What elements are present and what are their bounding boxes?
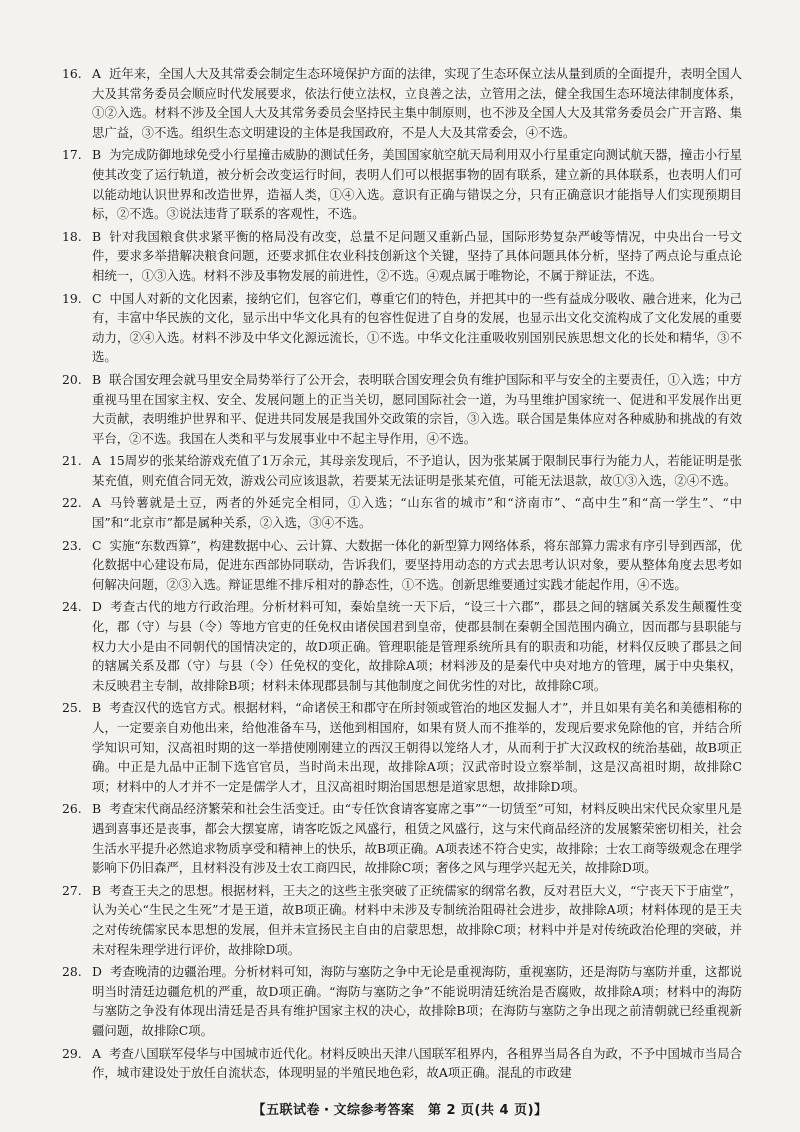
answer-item [62, 64, 742, 142]
page-footer: 【五联试卷・文综参考答案 第 2 页(共 4 页)】 [252, 1103, 548, 1118]
answer-item [62, 799, 742, 877]
answer-explanation: 考查晚清的边疆治理。分析材料可知，海防与塞防之争中无论是重视海防，重视塞防，还是海防与塞防并重，这都说明当时清廷边疆危机的严重，故D项正确。“海防与塞防之争”不能说明清廷统治是否腐败，故排除A项；材料中的海防与塞防之争没有体现出清廷是否具有维护国家主权的决心，故排除B项；在海防与塞防之争出现之前清朝就已经重视新疆问题，故排除C项。 [92, 964, 742, 1038]
question-number: 28. [62, 964, 82, 980]
answer-item [62, 698, 742, 796]
question-number: 19. [62, 290, 82, 306]
answer-key: B [92, 700, 102, 716]
answer-key: B [92, 882, 102, 898]
answer-explanation: 考查宋代商品经济繁荣和社会生活变迁。由“专任饮食请客宴席之事”“一切赁至”可知，材料反映出宋代民众家里凡是遇到喜事还是丧事，都会大摆宴席，请客吃饭之风盛行，租赁之风盛行，这与宋代商品经济的发展繁荣密切相关，社会生活水平提升必然追求物质享受和精神上的快乐，故B项正确。A项表述不符合史实，故排除；士农工商等级观念在理学影响下仍旧森严，且材料没有涉及士农工商四民，故排除C项；奢侈之风与理学兴起无关，故排除D项。 [92, 801, 742, 876]
question-number: 21. [62, 453, 82, 469]
answer-key: B [92, 801, 102, 817]
answer-item [62, 536, 742, 595]
question-number: 27. [62, 882, 82, 898]
answer-explanation: 中国人对新的文化因素，接纳它们，包容它们，尊重它们的特色，并把其中的一些有益成分吸收、融合进来，化为己有，丰富中华民族的文化，显示出中华文化具有的包容性促进了自身的发展，也显示出文化交流构成了文化发展的重要动力，②④入选。材料不涉及中华文化源远流长，①不选。中华文化注重吸收别国别民族思想文化的长处和精华，③不选。 [92, 290, 742, 365]
answer-key: B [92, 228, 102, 244]
answer-key: B [92, 147, 102, 163]
answer-explanation: 考查八国联军侵华与中国城市近代化。材料反映出天津八国联军租界内，各租界当局各自为政，不予中国城市当局合作，城市建设处于放任自流状态，体现明显的半殖民地色彩，故A项正确。混乱的市政建 [92, 1045, 742, 1081]
answer-key: C [92, 537, 102, 553]
answer-explanation: 马铃薯就是土豆，两者的外延完全相同，①入选；“山东省的城市”和“济南市”、“高中生”和“高一学生”、“中国”和“北京市”都是属种关系，②入选，③④不选。 [92, 495, 742, 531]
answer-key: C [92, 290, 102, 306]
answer-key: A [92, 495, 101, 511]
answer-explanation: 联合国安理会就马里安全局势举行了公开会，表明联合国安理会负有维护国际和平与安全的主要责任，①入选；中方重视马里在国家主权、安全、发展问题上的正当关切，愿同国际社会一道，为马里维护国家统一、促进和平发展作出更大贡献，表明维护世界和平、促进共同发展是我国外交政策的宗旨，③入选。联合国是集体应对各种威胁和挑战的有效平台，②不选。我国在人类和平与发展事业中不起主导作用，④不选。 [92, 371, 742, 446]
answer-key: A [92, 1045, 101, 1061]
answer-key: A [92, 453, 101, 469]
answer-explanation: 近年来，全国人大及其常委会制定生态环境保护方面的法律，实现了生态环保立法从量到质的全面提升，表明全国人大及其常务委员会顺应时代发展要求，依法行使立法权，立良善之法，立管用之法，健全我国生态环境法律制度体系，①②入选。材料不涉及全国人大及其常务委员会坚持民主集中制原则，也不涉及全国人大及其常务委员会广开言路、集思广益，③不选。组织生态文明建设的主体是我国政府，不是人大及其常委会，④不选。 [92, 66, 742, 140]
answer-key: D [92, 599, 102, 615]
question-number: 26. [62, 801, 82, 817]
question-number: 25. [62, 700, 82, 716]
question-number: 29. [62, 1045, 82, 1061]
answer-key: D [92, 964, 102, 980]
answer-item [62, 493, 742, 532]
answer-item [62, 451, 742, 490]
answer-list [62, 64, 742, 1083]
question-number: 23. [62, 537, 82, 553]
question-number: 24. [62, 599, 82, 615]
answer-explanation: 针对我国粮食供求紧平衡的格局没有改变，总量不足问题又重新凸显，国际形势复杂严峻等情况，中央出台一号文件，要求多举措解决粮食问题，还要求抓住农业科技创新这个关键，坚持了具体问题具体分析，坚持了两点论与重点论相统一，①③入选。材料不涉及事物发展的前进性，②不选。④观点属于唯物论，不属于辩证法，不选。 [92, 228, 742, 283]
answer-explanation: 考查古代的地方行政治理。分析材料可知，秦始皇统一天下后，“设三十六郡”，郡县之间的辖属关系发生颠覆性变化，郡（守）与县（令）等地方官吏的任免权由诸侯国君到皇帝，使郡县制在秦朝全国范围内确立，因而郡与县职能与权力大小是由不同朝代的国情决定的，故D项正确。管理职能是管理系统所具有的职责和功能，材料仅反映了郡县之间的辖属关系及郡（守）与县（令）任免权的变化，故排除A项；材料涉及的是秦代中央对地方的管理，属于中央集权，未反映君主专制，故排除B项；材料未体现郡县制与其他制度之间优劣性的对比，故排除C项。 [92, 599, 742, 693]
answer-item [62, 289, 742, 367]
question-number: 16. [62, 66, 82, 81]
answer-item [62, 227, 742, 286]
answer-item [62, 597, 742, 695]
answer-explanation: 15周岁的张某给游戏充值了1万余元，其母亲发现后，不予追认，因为张某属于限制民事行为能力人，若能证明是张某充值，则充值合同无效，游戏公司应该退款，若要某无法证明是张某充值，可能无法退款，故①③入选，②④不选。 [92, 453, 742, 488]
question-number: 22. [62, 495, 82, 511]
answer-explanation: 为完成防御地球免受小行星撞击威胁的测试任务，美国国家航空航天局利用双小行星重定向测试航天器，撞击小行星使其改变了运行轨道，被分析会改变运行时间，表明人们可以根据事物的固有联系，建立新的具体联系，也表明人们可以能动地认识世界和改造世界，造福人类，①④入选。意识有正确与错误之分，只有正确意识才能指导人们实现预期目标，②不选。③说法违背了联系的客观性，不选。 [92, 147, 742, 222]
question-number: 18. [62, 228, 82, 244]
question-number: 20. [62, 371, 82, 387]
answer-item [62, 370, 742, 448]
answer-item [62, 145, 742, 223]
answer-item [62, 962, 742, 1040]
question-number: 17. [62, 147, 82, 163]
answer-item [62, 1044, 742, 1083]
answer-explanation: 实施“东数西算”，构建数据中心、云计算、大数据一体化的新型算力网络体系，将东部算力需求有序引导到西部，优化数据中心建设布局，促进东西部协同联动，告诉我们，要坚持用动态的方式去思考认识对象，要从整体角度去思考如何解决问题，②③入选。辩证思维不排斥相对的静态性，①不选。创新思维要通过实践才能起作用，④不选。 [92, 537, 742, 592]
answer-key: A [92, 66, 101, 81]
answer-key: B [92, 371, 102, 387]
answer-explanation: 考查王夫之的思想。根据材料，王夫之的这些主张突破了正统儒家的纲常名教，反对君臣大义，“宁丧天下于庙堂”，认为关心“生民之生死”才是王道，故B项正确。材料中未涉及专制统治阻碍社会进步，故排除A项；材料体现的是王夫之对传统儒家民本思想的发展，但并未宣扬民主自由的启蒙思想，故排除C项；材料中并是对传统政治伦理的突破，并未对程朱理学进行评价，故排除D项。 [92, 882, 742, 957]
answer-item [62, 881, 742, 959]
answer-explanation: 考查汉代的选官方式。根据材料，“命诸侯王和郡守在所封领或管治的地区发掘人才”，并且如果有美名和美德相称的人，一定要亲自劝他出来，给他准备车马，送他到相国府，如果有贤人而不推举的，发现后要求免除他的官，并结合所学知识可知，汉高祖时期的这一举措使刚刚建立的西汉王朝得以笼络人才，从而利于扩大汉政权的统治基础，故B项正确。中正是九品中正制下选官官员，当时尚未出现，故排除A项；汉武帝时设立察举制，这是汉高祖时期，故排除C项；材料中的人才并不一定是儒学人才，且汉高祖时期治国思想是道家思想，故排除D项。 [92, 700, 742, 794]
